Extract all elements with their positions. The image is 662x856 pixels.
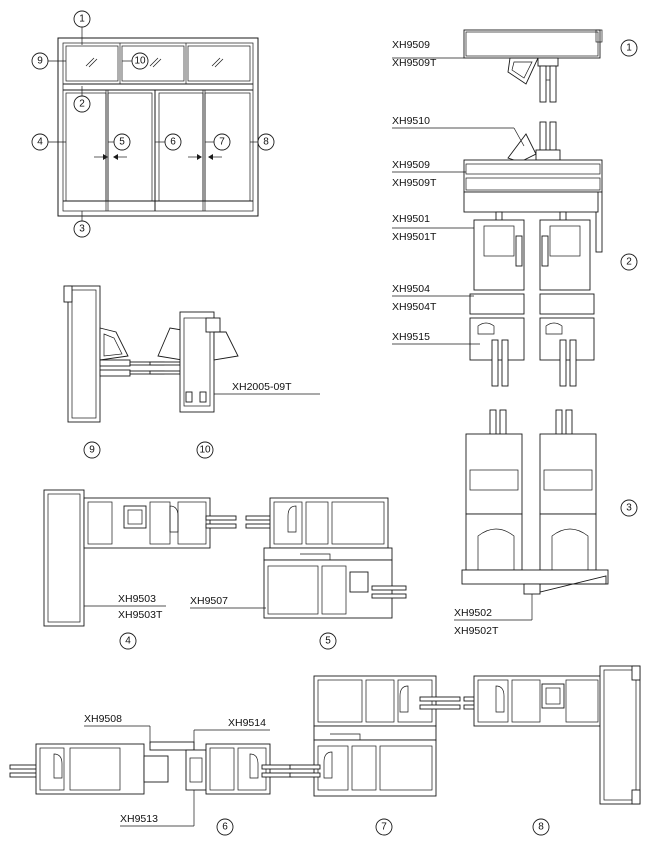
code-label: XH9503T [118,609,163,621]
code-label: XH9515 [392,331,430,343]
callout-2 [74,96,90,112]
window-elevation [32,11,274,237]
detail-number: 6 [222,821,228,833]
callout-label: 8 [263,136,269,148]
callout-5 [114,134,130,150]
callout-label: 1 [79,13,85,25]
callout-6 [165,134,181,150]
code-label: XH9510 [392,115,430,127]
callout-label: 4 [37,136,43,148]
callout-label: 6 [170,136,176,148]
detail-7 [290,676,460,835]
code-label: XH9503 [118,593,156,605]
detail-4 [44,490,236,649]
detail-number: 7 [381,821,387,833]
callout-1 [74,11,90,27]
code-label: XH9509 [392,159,430,171]
callout-label: 3 [79,223,85,235]
detail-number: 1 [626,42,632,54]
callout-label: 10 [134,55,146,67]
code-label: XH9501 [392,213,430,225]
detail-number: 5 [325,635,331,647]
detail-10 [150,312,320,458]
callout-9 [32,53,48,69]
detail-number: 4 [125,635,131,647]
code-label: XH9504T [392,301,437,313]
callout-10 [132,53,148,69]
detail-1 [392,30,637,102]
detail-2 [392,115,637,386]
code-label: XH9507 [190,595,228,607]
detail-8 [464,666,640,835]
code-label: XH9504 [392,283,430,295]
callout-8 [258,134,274,150]
callout-3 [74,221,90,237]
detail-3 [454,410,637,637]
code-label: XH2005-09T [232,381,292,393]
detail-number: 3 [626,502,632,514]
code-label: XH9509 [392,39,430,51]
detail-9 [64,286,164,458]
code-label: XH9513 [120,813,158,825]
callout-label: 2 [79,98,85,110]
detail-number: 9 [89,444,95,456]
detail-number: 8 [538,821,544,833]
detail-number: 2 [626,256,632,268]
code-label: XH9501T [392,231,437,243]
code-label: XH9502T [454,625,499,637]
code-label: XH9502 [454,607,492,619]
code-label: XH9514 [228,717,266,729]
code-label: XH9509T [392,177,437,189]
callout-label: 5 [119,136,125,148]
code-label: XH9508 [84,713,122,725]
detail-6 [10,713,292,835]
detail-number: 10 [199,444,211,456]
callout-4 [32,134,48,150]
callout-label: 9 [37,55,43,67]
callout-7 [214,134,230,150]
detail-5 [190,498,406,649]
callout-label: 7 [219,136,225,148]
code-label: XH9509T [392,57,437,69]
